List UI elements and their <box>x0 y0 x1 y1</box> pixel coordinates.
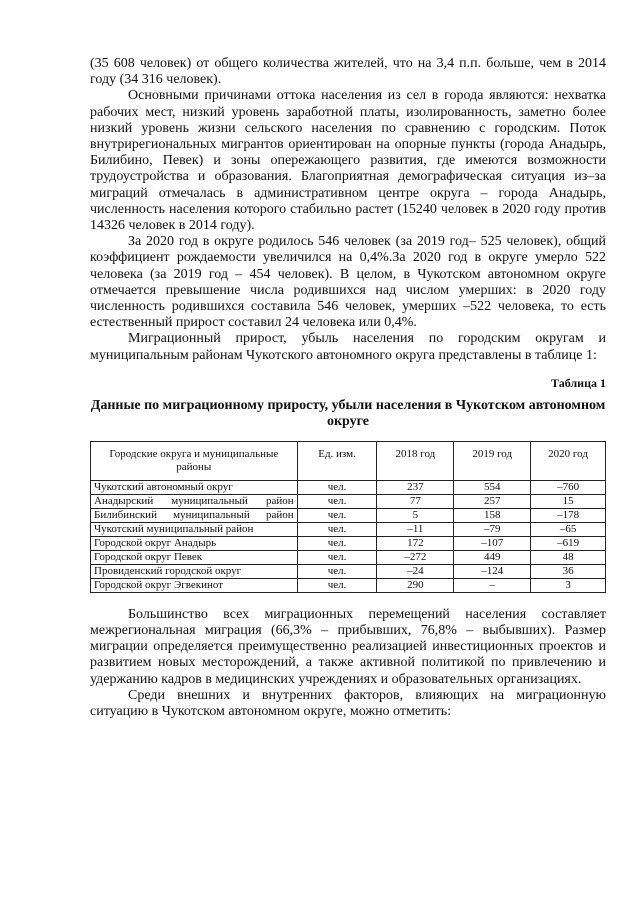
cell-2018: –11 <box>377 522 454 536</box>
cell-2019: 158 <box>454 508 531 522</box>
cell-unit: чел. <box>297 508 377 522</box>
cell-district: Чукотский автономный округ <box>91 480 298 494</box>
header-unit: Ед. изм. <box>297 441 377 480</box>
cell-district: Городской округ Эгвекинот <box>91 578 298 592</box>
cell-2020: 48 <box>531 550 606 564</box>
table-header-row <box>91 441 606 480</box>
cell-unit: чел. <box>297 578 377 592</box>
cell-2018: 237 <box>377 480 454 494</box>
paragraph-continuation: (35 608 человек) от общего количества жителей, что на 3,4 п.п. больше, чем в 2014 году (34 316 человек). <box>90 56 606 88</box>
paragraph-interregional-migration: Большинство всех миграционных перемещений населения составляет межрегиональная миграция (66,3% – прибывших, 76,8% – выбывших). Размер миграции определяется преимущественно реализацией инвестиционных проектов и развитием новых месторождений, а также активной политикой по привлечению и удержанию кадров в медицинских учреждениях и образовательных организациях. <box>90 606 606 687</box>
cell-2020: 36 <box>531 564 606 578</box>
cell-district: Провиденский городской округ <box>91 564 298 578</box>
cell-2019: –107 <box>454 536 531 550</box>
document-page <box>90 56 606 720</box>
table-label: Таблица 1 <box>551 375 606 390</box>
cell-2018: –24 <box>377 564 454 578</box>
table-title: Данные по миграционному приросту, убыли населения в Чукотском автономном округе <box>90 397 606 429</box>
paragraph-births-deaths: За 2020 год в округе родилось 546 человек (за 2019 год– 525 человек), общий коэффициент рождаемости увеличился на 0,4%.За 2020 год в округе умерло 522 человека (за 2019 год – 454 человек). В целом, в Чукотском автономном округе отмечается превышение числа родившихся над числом умерших: в 2020 году численность родившихся составила 546 человек, умерших –522 человека, то есть естественный прирост составил 24 человека или 0,4%. <box>90 234 606 331</box>
cell-2019: – <box>454 578 531 592</box>
cell-2020: –760 <box>531 480 606 494</box>
cell-district: Анадырский муниципальный район <box>91 494 298 508</box>
table-row <box>91 578 606 592</box>
cell-2018: 5 <box>377 508 454 522</box>
cell-2020: 15 <box>531 494 606 508</box>
cell-unit: чел. <box>297 494 377 508</box>
cell-unit: чел. <box>297 522 377 536</box>
cell-unit: чел. <box>297 536 377 550</box>
cell-2018: –272 <box>377 550 454 564</box>
header-2020: 2020 год <box>531 441 606 480</box>
cell-2019: 257 <box>454 494 531 508</box>
header-2019: 2019 год <box>454 441 531 480</box>
table-row <box>91 494 606 508</box>
table-row <box>91 522 606 536</box>
cell-unit: чел. <box>297 564 377 578</box>
cell-2020: –65 <box>531 522 606 536</box>
cell-district: Городской округ Анадырь <box>91 536 298 550</box>
table-row <box>91 564 606 578</box>
paragraph-factors: Среди внешних и внутренних факторов, влияющих на миграционную ситуацию в Чукотском автономном округе, можно отметить: <box>90 687 606 720</box>
cell-unit: чел. <box>297 480 377 494</box>
cell-2019: –79 <box>454 522 531 536</box>
paragraph-table-intro: Миграционный прирост, убыль населения по городским округам и муниципальным районам Чукотского автономного округа представлены в таблице 1: <box>90 331 606 363</box>
cell-district: Билибинский муниципальный район <box>91 508 298 522</box>
table-row <box>91 480 606 494</box>
cell-district: Чукотский муниципальный район <box>91 522 298 536</box>
cell-2020: –178 <box>531 508 606 522</box>
header-district: Городские округа и муниципальные районы <box>91 441 298 480</box>
table-row <box>91 508 606 522</box>
cell-district: Городской округ Певек <box>91 550 298 564</box>
cell-2018: 77 <box>377 494 454 508</box>
cell-2019: 449 <box>454 550 531 564</box>
table-row <box>91 536 606 550</box>
migration-table <box>90 441 606 593</box>
header-2018: 2018 год <box>377 441 454 480</box>
cell-unit: чел. <box>297 550 377 564</box>
cell-2018: 172 <box>377 536 454 550</box>
table-row <box>91 550 606 564</box>
cell-2020: 3 <box>531 578 606 592</box>
cell-2019: 554 <box>454 480 531 494</box>
paragraph-migration-causes: Основными причинами оттока населения из сел в города являются: нехватка рабочих мест, низкий уровень заработной платы, изолированность, заметно более низкий уровень жизни сельского населения по сравнению с городским. Поток внутрирегиональных мигрантов ориентирован на опорные пункты (города Анадырь, Билибино, Певек) и зоны опережающего развития, где имеются возможности трудоустройства и образования. Благоприятная демографическая ситуация из–за миграций отмечалась в административном центре округа – города Анадырь, численность населения которого стабильно растет (15240 человек в 2020 году против 14326 человек в 2014 году). <box>90 88 606 234</box>
cell-2019: –124 <box>454 564 531 578</box>
cell-2018: 290 <box>377 578 454 592</box>
cell-2020: –619 <box>531 536 606 550</box>
